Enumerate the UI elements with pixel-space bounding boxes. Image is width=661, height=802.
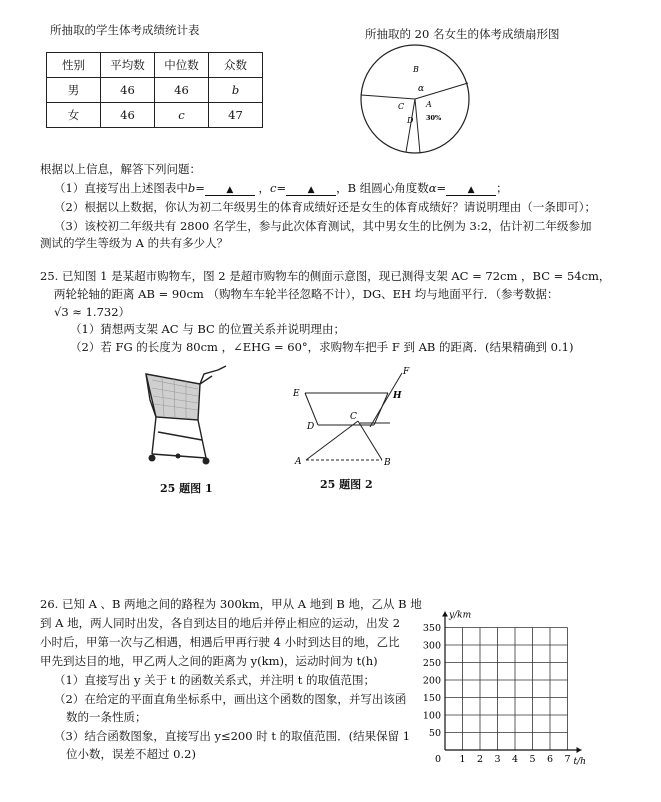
label-d: D — [307, 422, 315, 432]
x-axis-arrow — [577, 747, 582, 753]
answer-blank[interactable]: ▲ — [446, 185, 496, 196]
figure2-caption: 25 题图 2 — [320, 478, 373, 491]
pie-label-alpha: α — [418, 84, 425, 94]
answer-blank[interactable]: ▲ — [205, 185, 255, 196]
label-f: F — [403, 367, 410, 377]
x-tick-label: 5 — [529, 754, 536, 765]
q25-question2: （2）若 FG 的长度为 80cm ，∠EHG = 60°，求购物车把手 F 到 AB 的距离．(结果精确到 0.1) — [70, 340, 574, 354]
table-cell: b — [209, 78, 263, 103]
x-tick-label: 1 — [459, 754, 466, 765]
label-h: H — [393, 391, 402, 401]
y-tick-label: 100 — [422, 710, 441, 722]
y-tick-label: 300 — [422, 640, 441, 652]
y-tick-label: 150 — [422, 693, 441, 704]
q26-question2-cont: 数的一条性质； — [66, 710, 147, 724]
q26-line1: 26. 已知 A 、B 两地之间的路程为 300km，甲从 A 地到 B 地，乙从 B 地 — [40, 597, 422, 611]
x-tick-label: 7 — [564, 754, 571, 765]
q26-line4: 甲先到达目的地，甲乙两人之间的距离为 y(km)，运动时间为 t(h) — [40, 654, 378, 668]
header-cell: 平均数 — [101, 53, 155, 78]
q26-question3-cont: 位小数，误差不超过 0.2) — [66, 747, 196, 761]
table-cell: 46 — [101, 103, 155, 128]
table-cell: 46 — [155, 78, 209, 103]
table-cell: 46 — [101, 78, 155, 103]
q25-line1: 25. 已知图 1 是某超市购物车，图 2 是超市购物车的侧面示意图，现已测得支架 AC = 72cm ，BC = 54cm， — [40, 269, 611, 283]
shopping-cart-image — [138, 362, 238, 467]
pie-label-pct: 30% — [426, 114, 442, 122]
q26-question2: （2）在给定的平面直角坐标系中，画出这个函数的图象，并写出该函 — [54, 692, 407, 706]
pie-chart-title: 所抽取的 20 名女生的体考成绩扇形图 — [365, 27, 560, 41]
header-cell: 性别 — [47, 53, 101, 78]
pie-divider — [406, 99, 415, 152]
y-tick-label: 50 — [428, 728, 441, 739]
q24-part2: （2）根据以上数据，你认为初二年级男生的体育成绩好还是女生的体育成绩好？请说明理由（一条即可）； — [54, 200, 597, 214]
label-e: E — [293, 389, 300, 399]
x-tick-label: 2 — [476, 754, 484, 765]
label-b: B — [384, 458, 391, 468]
pie-label-c: C — [398, 102, 405, 111]
q26-line3: 小时后，甲第一次与乙相遇，相遇后甲再行驶 4 小时到达目的地，乙比 — [40, 635, 400, 649]
q26-question1: （1）直接写出 y 关于 t 的函数关系式，并注明 t 的取值范围； — [54, 673, 375, 687]
q25-question1: （1）猜想两支架 AC 与 BC 的位置关系并说明理由； — [70, 322, 346, 336]
q24-part1: （1）直接写出上述图表中b= ▲ ，c= ▲ ，B 组圆心角度数α= ▲ ； — [54, 181, 508, 195]
x-axis-label: t/h — [573, 757, 586, 767]
y-tick-label: 200 — [422, 675, 441, 687]
x-tick-label: 4 — [511, 754, 519, 765]
q25-line3: √3 ≈ 1.732） — [54, 305, 131, 319]
pie-chart — [360, 45, 475, 155]
label-c: C — [350, 412, 357, 422]
table-cell: 男 — [47, 78, 101, 103]
x-tick-label: 3 — [494, 754, 501, 765]
q24-part3: （3）该校初二年级共有 2800 名学生，参与此次体育测试，其中男女生的比例为 3:2，估计初二年级参加 — [54, 219, 592, 233]
pie-label-a: A — [426, 100, 432, 109]
y-axis-arrow — [442, 612, 448, 617]
pie-divider — [415, 99, 420, 153]
table-cell: 女 — [47, 103, 101, 128]
header-cell: 中位数 — [155, 53, 209, 78]
table-title: 所抽取的学生体考成绩统计表 — [50, 23, 200, 37]
q26-question3: （3）结合函数图象，直接写出 y≤200 时 t 的取值范围．(结果保留 1 — [54, 729, 411, 743]
table-cell: c — [155, 103, 209, 128]
coordinate-grid[interactable] — [415, 598, 605, 768]
header-cell: 众数 — [209, 53, 263, 78]
stats-table — [46, 52, 263, 128]
table-row — [47, 78, 263, 103]
q24-part3-cont: 测试的学生等级为 A 的共有多少人？ — [40, 236, 229, 250]
q26-line2: 到 A 地，两人同时出发，各自到达目的地后并停止相应的运动，出发 2 — [40, 616, 401, 630]
y-tick-label: 350 — [422, 623, 441, 634]
answer-blank[interactable]: ▲ — [286, 185, 336, 196]
label-a: A — [295, 457, 302, 467]
pie-label-d: D — [407, 116, 414, 125]
cart-schematic-diagram — [290, 365, 420, 475]
q24-intro: 根据以上信息，解答下列问题： — [40, 162, 201, 176]
origin-label: 0 — [434, 754, 442, 765]
table-cell: 47 — [209, 103, 263, 128]
q25-line2: 两轮轮轴的距离 AB = 90cm （购物车车轮半径忽略不计），DG、EH 均与地面平行．（参考数据： — [54, 287, 559, 301]
y-axis-label: y/km — [449, 610, 472, 621]
pie-divider — [361, 95, 415, 99]
figure1-caption: 25 题图 1 — [160, 482, 213, 495]
table-row — [47, 103, 263, 128]
pie-label-b: B — [413, 65, 419, 74]
x-tick-label: 6 — [546, 754, 554, 765]
table-header-row — [47, 53, 263, 78]
y-tick-label: 250 — [422, 658, 441, 669]
